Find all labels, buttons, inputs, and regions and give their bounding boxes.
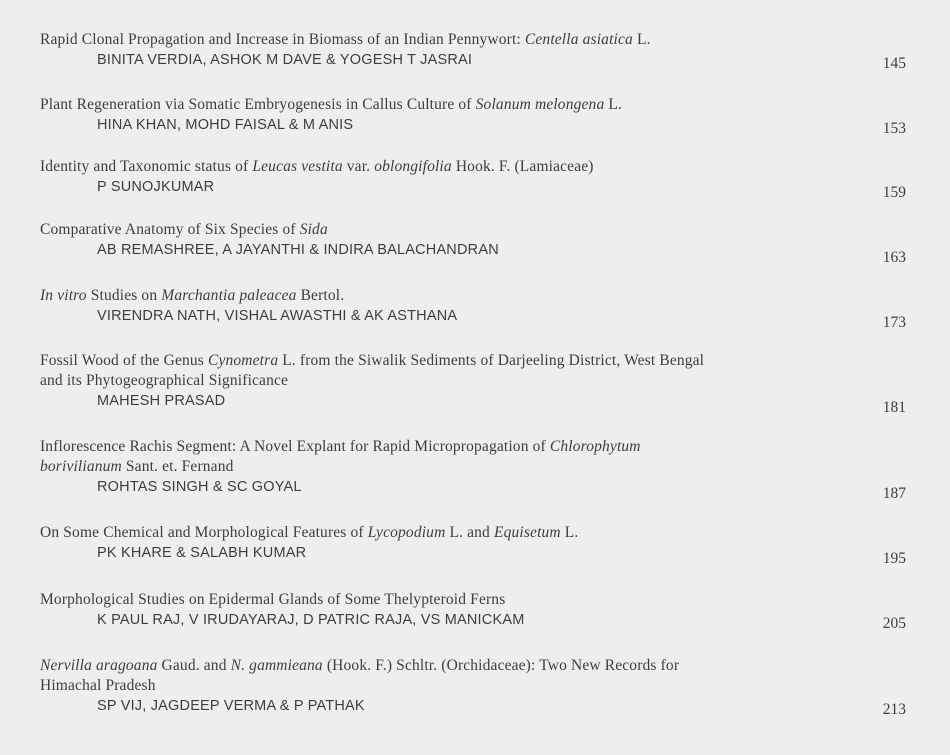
page-number: 205 [882,615,906,632]
article-authors: ROHTAS SINGH & SC GOYAL [97,479,302,495]
article-authors: PK KHARE & SALABH KUMAR [97,545,307,561]
article-title: borivilianum Sant. et. Fernand [40,458,234,475]
page-number: 187 [882,485,906,502]
article-authors: HINA KHAN, MOHD FAISAL & M ANIS [97,117,354,133]
article-authors: P SUNOJKUMAR [97,179,215,195]
article-authors: BINITA VERDIA, ASHOK M DAVE & YOGESH T JASRAI [97,52,473,68]
article-authors: MAHESH PRASAD [97,393,226,409]
article-title: Plant Regeneration via Somatic Embryogenesis in Callus Culture of Solanum melongena L. [40,96,623,113]
page-number: 159 [882,184,906,201]
toc-entry [40,656,930,716]
article-title: In vitro Studies on Marchantia paleacea Bertol. [40,287,345,304]
article-authors: AB REMASHREE, A JAYANTHI & INDIRA BALACHANDRAN [97,242,499,258]
page-number: 163 [882,249,906,266]
toc-entry [40,523,930,567]
article-title: Himachal Pradesh [40,677,156,694]
page-number: 145 [882,55,906,72]
toc-entry [40,590,930,630]
toc-entry [40,220,930,266]
article-authors: K PAUL RAJ, V IRUDAYARAJ, D PATRIC RAJA, VS MANICKAM [97,612,525,628]
article-title: Fossil Wood of the Genus Cynometra L. from the Siwalik Sediments of Darjeeling District, West Bengal [40,352,705,369]
article-title: Comparative Anatomy of Six Species of Sida [40,221,328,238]
page-number: 153 [882,120,906,137]
toc-entry [40,30,930,70]
article-title: and its Phytogeographical Significance [40,372,289,389]
page-number: 173 [882,314,906,331]
article-authors: VIRENDRA NATH, VISHAL AWASTHI & AK ASTHANA [97,308,458,324]
article-title: Rapid Clonal Propagation and Increase in Biomass of an Indian Pennywort: Centella asiatica L. [40,31,651,48]
article-title: On Some Chemical and Morphological Features of Lycopodium L. and Equisetum L. [40,524,579,541]
article-title: Morphological Studies on Epidermal Glands of Some Thelypteroid Ferns [40,591,506,608]
article-title: Identity and Taxonomic status of Leucas vestita var. oblongifolia Hook. F. (Lamiaceae) [40,158,594,175]
page-number: 195 [882,550,906,567]
toc-entry [40,95,930,135]
page-number: 181 [882,399,906,416]
article-title: Nervilla aragoana Gaud. and N. gammieana (Hook. F.) Schltr. (Orchidaceae): Two New Records for [40,657,680,674]
article-title: Inflorescence Rachis Segment: A Novel Explant for Rapid Micropropagation of Chlorophytum [40,438,641,455]
page-number: 213 [882,701,906,718]
toc-entry [40,437,930,502]
toc-entry [40,286,930,331]
toc-entry [40,351,930,416]
toc-entry [40,157,930,201]
article-authors: SP VIJ, JAGDEEP VERMA & P PATHAK [97,698,365,714]
